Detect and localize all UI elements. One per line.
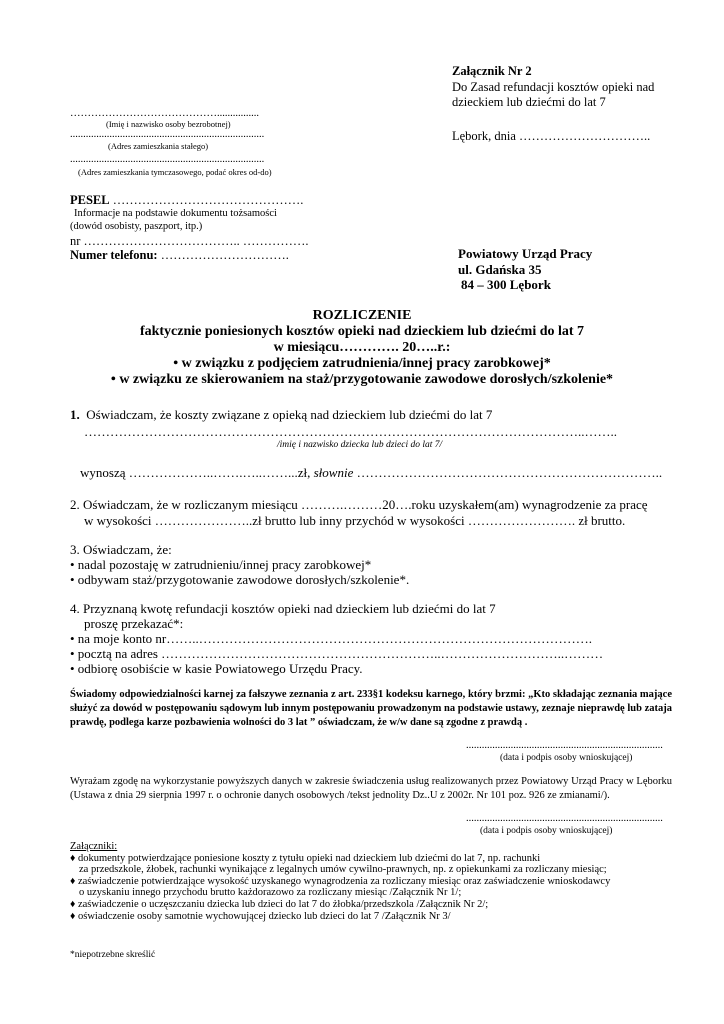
section-3-heading: 3. Oświadczam, że: (70, 542, 172, 557)
consent-signature-field[interactable]: ........................................................................... (466, 813, 663, 824)
pesel-field[interactable]: ………………………………………. (112, 193, 304, 207)
applicant-name-field[interactable]: ……………………………………................ (70, 108, 259, 119)
attachment-2-line-2: o uzyskaniu innego przychodu brutto każdorazowo za rozliczany miesiąc /Załącznik Nr 1/; (79, 887, 462, 898)
attachment-2-line-1: ♦ zaświadczenie potwierdzające wysokość uzyskanego wynagrodzenia za rozliczany miesiąc oraz zaświadczenie wnioskodawcy (70, 876, 611, 887)
phone-field[interactable]: …………………………. (160, 248, 289, 262)
section-4-option-account[interactable]: • na moje konto nr……..………………………………………………………………………………. (70, 631, 593, 646)
attachment-1-line-2: za przedszkole, żłobek, rachunki wynikające z legalnych umów cywilno-prawnych, np. z opiekunkami za rozliczany miesiąc; (79, 864, 607, 875)
pesel-label: PESEL (70, 193, 110, 207)
section-4-line-2: proszę przekazać*: (84, 616, 184, 631)
annex-title: Załącznik Nr 2 (452, 64, 532, 78)
section-4-option-cash[interactable]: • odbiorę osobiście w kasie Powiatowego Urzędu Pracy. (70, 661, 363, 676)
child-name-field[interactable]: ……………………………………………………………………………………………………..…….. (84, 424, 617, 439)
applicant-name-label: (Imię i nazwisko osoby bezrobotnej) (106, 119, 231, 129)
attachment-1-line-1: ♦ dokumenty potwierdzające poniesione koszty z tytułu opieki nad dzieckiem lub dziećmi do lat 7, np. rachunki (70, 853, 541, 864)
amount-row[interactable] (80, 465, 662, 481)
amount-words-label: słownie (313, 465, 354, 480)
section-3-option-2[interactable]: • odbywam staż/przygotowanie zawodowe dorosłych/szkolenie*. (70, 572, 410, 587)
heading-line-5: • w związku ze skierowaniem na staż/przygotowanie zawodowe dorosłych/szkolenie* (110, 372, 614, 387)
attachment-3: ♦ zaświadczenie o uczęszczaniu dziecka lub dzieci do lat 7 do żłobka/przedszkola /Załącznik Nr 2/; (70, 899, 489, 910)
heading-line-4: • w związku z podjęciem zatrudnienia/innej pracy zarobkowej* (173, 356, 551, 371)
pesel-row (70, 193, 303, 208)
consent-signature-label: (data i podpis osoby wnioskującej) (480, 826, 613, 836)
footnote: *niepotrzebne skreślić (70, 950, 156, 960)
phone-label: Numer telefonu: (70, 248, 158, 262)
section-1-statement: Oświadczam, że koszty związane z opieką nad dzieckiem lub dziećmi do lat 7 (86, 407, 493, 422)
section-4-line-1: 4. Przyznaną kwotę refundacji kosztów opieki nad dzieckiem lub dziećmi do lat 7 (70, 601, 496, 616)
phone-row (70, 248, 289, 263)
section-3-option-1[interactable]: • nadal pozostaję w zatrudnieniu/innej pracy zarobkowej* (70, 557, 372, 572)
declaration-signature-label: (data i podpis osoby wnioskującej) (500, 753, 633, 763)
heading-line-3: w miesiącu…………. 20…..r.: (273, 340, 451, 355)
office-city: 84 – 300 Lębork (461, 277, 551, 292)
annex-line-2: dzieckiem lub dziećmi do lat 7 (452, 95, 606, 109)
section-1-number: 1. (70, 407, 80, 422)
applicant-address-label: (Adres zamieszkania stałego) (108, 141, 209, 151)
office-name: Powiatowy Urząd Pracy (458, 246, 593, 261)
declaration-text: Świadomy odpowiedzialności karnej za fałszywe zeznania z art. 233§1 kodeksu karnego, który brzmi: „Kto składając zeznania mające służyć za dowód w postępowaniu sądowym lub innym postępowaniu prowadzonym na podstawie ustawy, zeznaje nieprawdę lub zataja prawdę, podlega karze pozbawienia wolności do 3 lat ” oświadczam, że w/w dane są zgodne z prawdą . (70, 689, 672, 728)
heading-line-2: faktycznie poniesionych kosztów opieki nad dzieckiem lub dziećmi do lat 7 (139, 324, 585, 339)
attachment-4: ♦ oświadczenie osoby samotnie wychowującej dziecko lub dzieci do lat 7 /Załącznik Nr 3/ (70, 911, 451, 922)
office-street: ul. Gdańska 35 (458, 262, 542, 277)
annex-line-1: Do Zasad refundacji kosztów opieki nad (452, 80, 655, 94)
amount-words-field[interactable]: …………………………………………………………….. (356, 465, 663, 480)
consent-text: Wyrażam zgodę na wykorzystanie powyższych danych w zakresie świadczenia usług realizowanych przez Powiatowy Urząd Pracy w Lęborku (Ustawa z dnia 29 sierpnia 1997 r. o ochronie danych osobowych /tekst jednolity Dz..U z 2002r. Nr 101 poz. 926 ze zmianami/). (70, 776, 672, 801)
id-info-line-2: (dowód osobisty, paszport, itp.) (70, 221, 203, 232)
applicant-address-field[interactable]: .......................................................................... (70, 129, 265, 140)
amount-field[interactable]: wynoszą ………………..…….…..……...zł, (80, 465, 311, 480)
applicant-temp-address-field[interactable]: .......................................................................... (70, 154, 265, 165)
child-name-caption: /imię i nazwisko dziecka lub dzieci do lat 7/ (277, 440, 443, 450)
applicant-temp-address-label: (Adres zamieszkania tymczasowego, podać okres od-do) (78, 167, 272, 177)
section-1-text (70, 407, 492, 423)
place-date[interactable]: Lębork, dnia ………………………….. (452, 129, 651, 143)
declaration-signature-field[interactable]: ........................................................................... (466, 740, 663, 751)
section-2-line-1: 2. Oświadczam, że w rozliczanym miesiącu ……….………20….roku uzyskałem(am) wynagrodzenie za pracę (70, 497, 648, 512)
attachments-heading: Załączniki: (70, 841, 118, 852)
id-number-field[interactable]: nr ……………………………….. ……………. (70, 234, 309, 248)
section-2-line-2: w wysokości …………………..zł brutto lub inny przychód w wysokości ……………………. zł brutto. (84, 513, 626, 528)
id-info-line-1: Informacje na podstawie dokumentu tożsamości (74, 208, 277, 219)
section-4-option-post[interactable]: • pocztą na adres ………………………………………………………..………………………..……… (70, 646, 604, 661)
document-title: ROZLICZENIE (312, 308, 412, 323)
